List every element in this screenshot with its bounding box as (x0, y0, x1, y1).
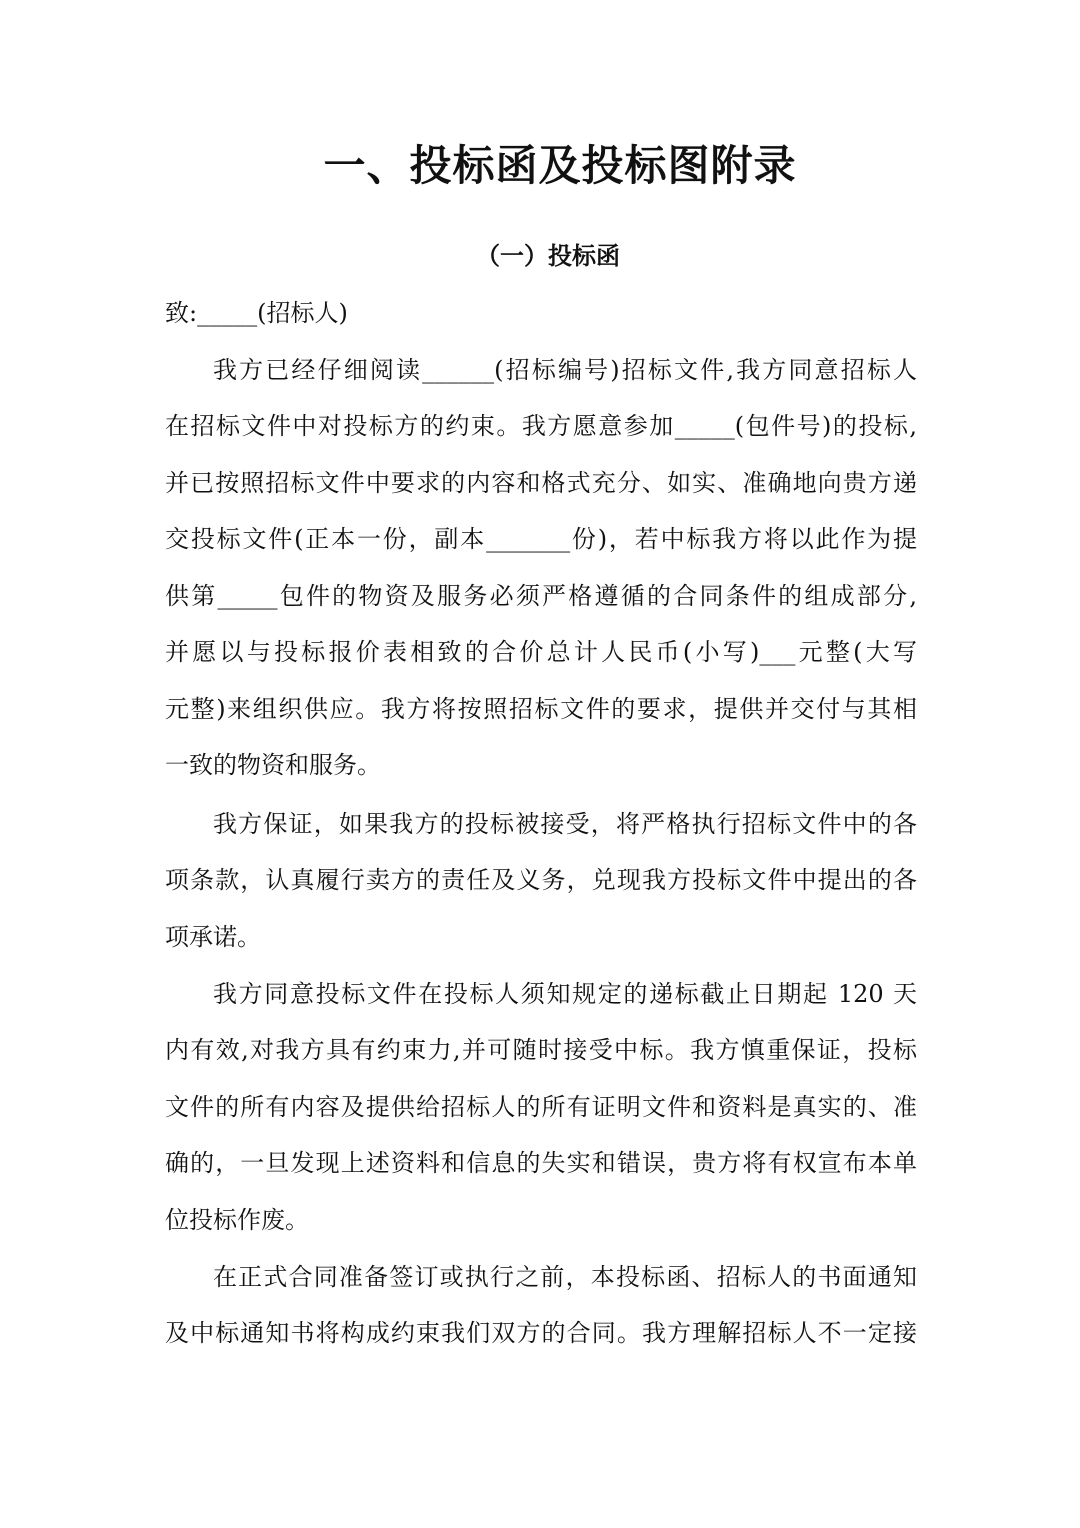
paragraph-3-line: 我方同意投标文件在投标人须知规定的递标截止日期起 120 天 (213, 980, 917, 1008)
paragraph-2-line: 项承诺。 (165, 923, 261, 951)
paragraph-3-line: 确的，一旦发现上述资料和信息的失实和错误，贵方将有权宣布本单 (165, 1149, 917, 1177)
addressee-line: 致:_____(招标人) (165, 299, 348, 327)
paragraph-1-line: 并已按照招标文件中要求的内容和格式充分、如实、准确地向贵方递 (165, 469, 917, 497)
paragraph-1-line: 交投标文件(正本一份，副本_______份)，若中标我方将以此作为提 (165, 525, 917, 553)
paragraph-2-line: 项条款，认真履行卖方的责任及义务，兑现我方投标文件中提出的各 (165, 866, 917, 894)
paragraph-4-line: 在正式合同准备签订或执行之前，本投标函、招标人的书面通知 (213, 1263, 917, 1291)
paragraph-3-line: 位投标作废。 (165, 1206, 309, 1234)
paragraph-4-line: 及中标通知书将构成约束我们双方的合同。我方理解招标人不一定接 (165, 1319, 917, 1347)
paragraph-1-line: 在招标文件中对投标方的约束。我方愿意参加_____(包件号)的投标, (165, 412, 917, 440)
paragraph-3-line: 内有效,对我方具有约束力,并可随时接受中标。我方慎重保证，投标 (165, 1036, 917, 1064)
paragraph-1-line: 一致的物资和服务。 (165, 751, 381, 779)
paragraph-3-line: 文件的所有内容及提供给招标人的所有证明文件和资料是真实的、准 (165, 1093, 917, 1121)
page-title: 一、投标函及投标图附录 (323, 141, 797, 190)
section-subtitle: （一）投标函 (476, 241, 620, 270)
paragraph-2-line: 我方保证，如果我方的投标被接受，将严格执行招标文件中的各 (213, 810, 917, 838)
paragraph-1-line: 供第_____包件的物资及服务必须严格遵循的合同条件的组成部分, (165, 582, 917, 610)
paragraph-1-line: 并愿以与投标报价表相致的合价总计人民币(小写)___元整(大写 (165, 638, 917, 666)
paragraph-1-line: 元整)来组织供应。我方将按照招标文件的要求，提供并交付与其相 (165, 695, 917, 723)
paragraph-1-line: 我方已经仔细阅读______(招标编号)招标文件,我方同意招标人 (213, 356, 917, 384)
